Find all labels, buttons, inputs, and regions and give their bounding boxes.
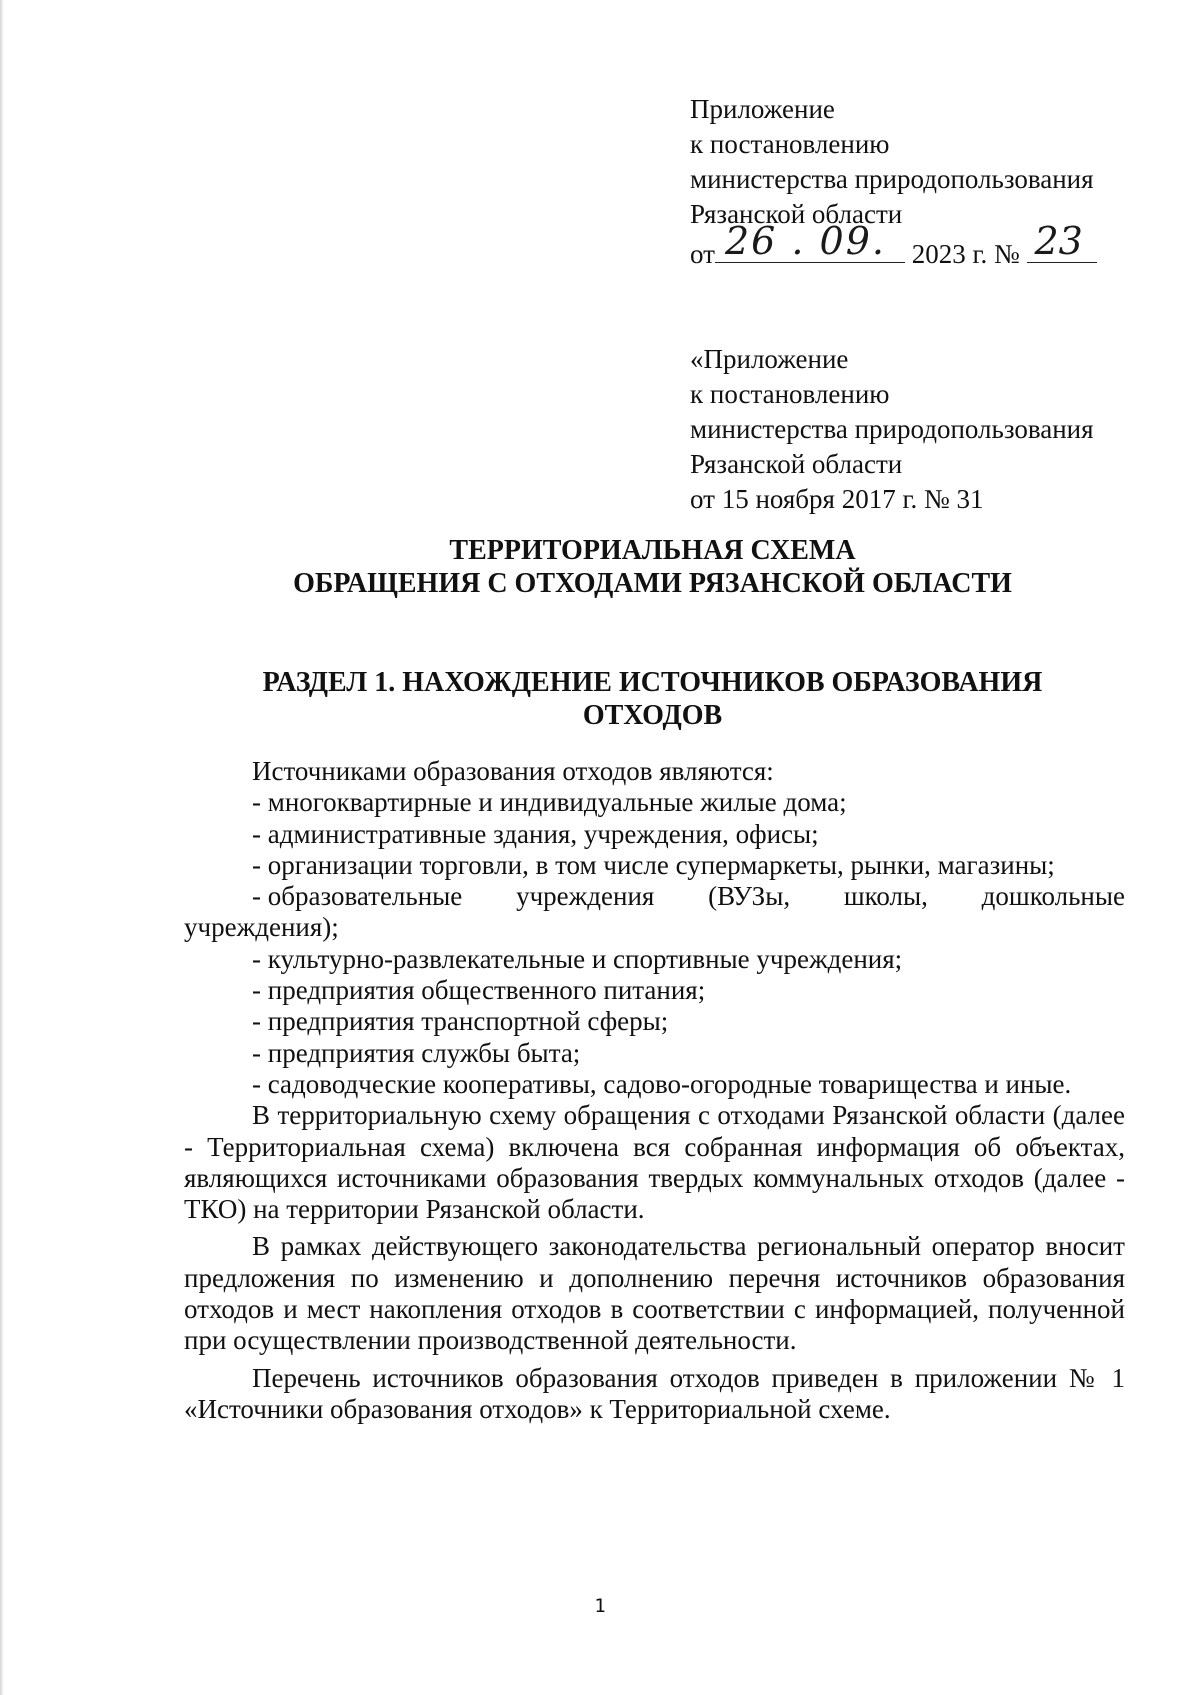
approval-line: от 15 ноября 2017 г. № 31: [690, 484, 984, 514]
scan-edge-shadow: [0, 0, 4, 1695]
approval-line: к постановлению: [690, 129, 890, 159]
approval-line: министерства природопользования: [690, 164, 1094, 194]
approval-block-previous: [690, 342, 1094, 517]
approval-line: Рязанской области: [690, 449, 903, 479]
word: учреждения: [516, 881, 655, 912]
approval-line: министерства природопользования: [690, 414, 1094, 444]
date-prefix: от: [690, 239, 715, 269]
list-item: - организации торговли, в том числе супермаркеты, рынки, магазины;: [252, 849, 1055, 880]
list-item: - многоквартирные и индивидуальные жилые дома;: [252, 787, 847, 818]
word: школы,: [843, 881, 928, 912]
list-item: - культурно-развлекательные и спортивные учреждения;: [252, 943, 903, 974]
title-line: ОБРАЩЕНИЯ С ОТХОДАМИ РЯЗАНСКОЙ ОБЛАСТИ: [293, 568, 1012, 599]
list-item: - предприятия транспортной сферы;: [252, 1006, 669, 1037]
body-text: [184, 756, 1125, 1425]
paragraph: Перечень источников образования отходов приведен в приложении № 1 «Источники образования отходов» к Территориальной схеме.: [184, 1362, 1125, 1424]
approval-line: Приложение: [690, 94, 835, 124]
list-item-continuation: учреждения);: [184, 912, 339, 943]
list-item-education: [184, 881, 1125, 912]
paragraph: В рамках действующего законодательства региональный оператор вносит предложения по изменению и дополнению перечня источников образования отходов и мест накопления отходов в соответствии с информацией, полученной при осуществлении производственной деятельности.: [184, 1231, 1125, 1356]
approval-block-current: [690, 92, 1097, 267]
number-blank: [1027, 219, 1097, 263]
word: дошкольные: [981, 881, 1125, 912]
date-blank: [715, 219, 905, 263]
list-item: - предприятия службы быта;: [252, 1037, 581, 1068]
list-item: - предприятия общественного питания;: [252, 975, 706, 1006]
list-item: - административные здания, учреждения, офисы;: [252, 818, 819, 849]
list-intro: Источниками образования отходов являются:: [252, 756, 774, 786]
section-heading: [180, 666, 1125, 732]
section-line: РАЗДЕЛ 1. НАХОЖДЕНИЕ ИСТОЧНИКОВ ОБРАЗОВАНИЯ: [262, 667, 1043, 698]
list-item: - садоводческие кооперативы, садово-огородные товарищества и иные.: [252, 1068, 1072, 1099]
title-line: ТЕРРИТОРИАЛЬНАЯ СХЕМА: [449, 535, 856, 566]
word: (ВУЗы,: [708, 881, 791, 912]
handwritten-date: 26 . 09.: [724, 219, 886, 263]
page-number: 1: [594, 1595, 606, 1617]
year-number-label: 2023 г. №: [911, 239, 1020, 269]
word: - образовательные: [252, 881, 463, 912]
approval-line: Рязанской области: [690, 199, 903, 229]
approval-line: к постановлению: [690, 379, 890, 409]
approval-date-line: [690, 219, 1097, 269]
section-line: ОТХОДОВ: [582, 700, 723, 731]
paragraph: В территориальную схему обращения с отходами Рязанской области (далее - Территориальная схема) включена вся собранная информация об объектах, являющихся источниками образования твердых коммунальных отходов (далее - ТКО) на территории Рязанской области.: [184, 1100, 1125, 1225]
handwritten-number: 23: [1034, 219, 1083, 263]
document-title: [180, 534, 1125, 600]
approval-line: «Приложение: [690, 344, 849, 374]
